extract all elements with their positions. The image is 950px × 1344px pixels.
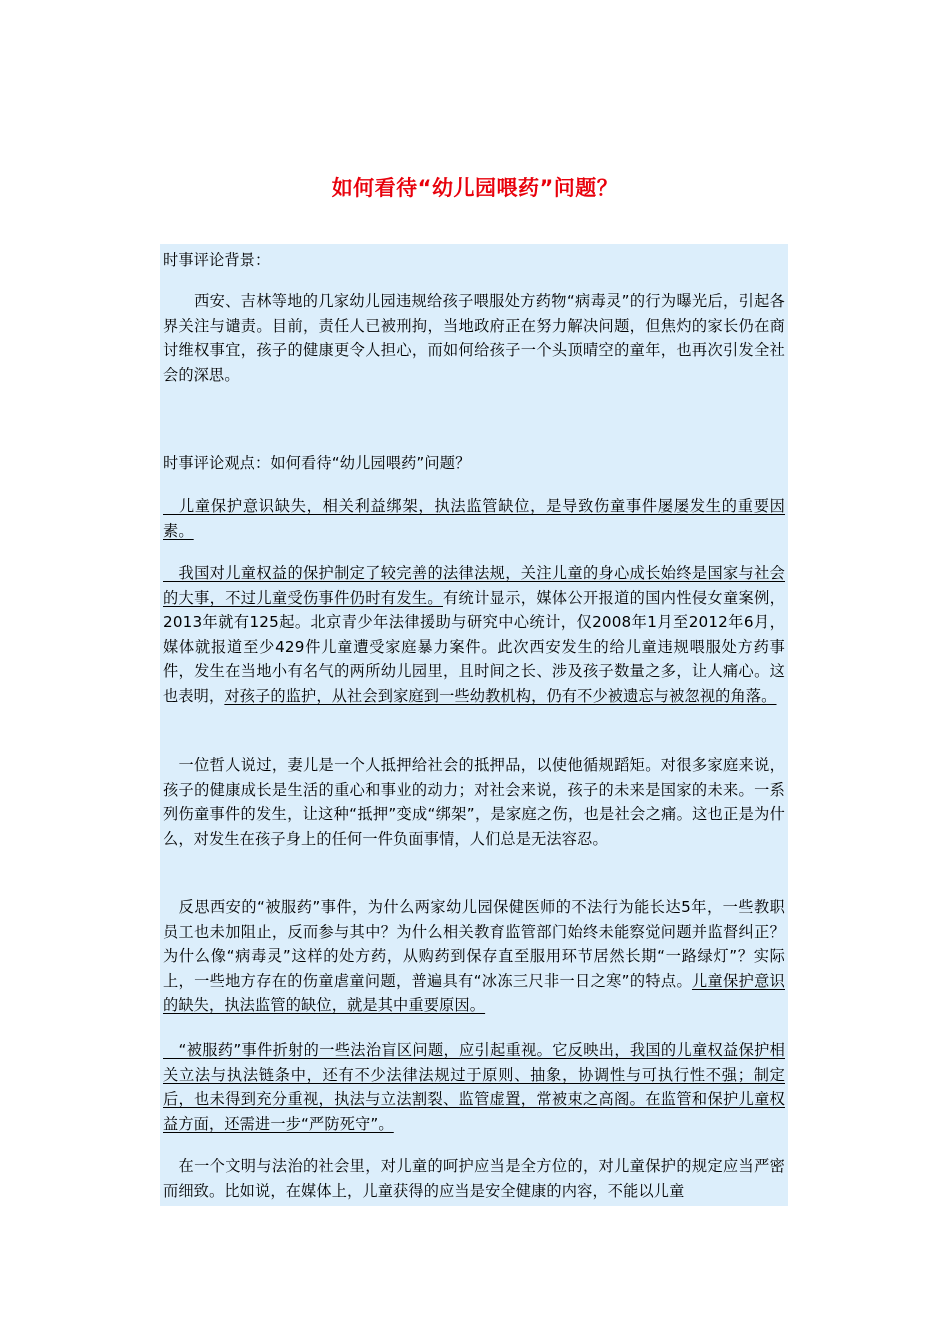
paragraph-6: 在一个文明与法治的社会里，对儿童的呵护应当是全方位的，对儿童保护的规定应当严密而细致。比如说，在媒体上，儿童获得的应当是安全健康的内容，不能以儿童 [163,1157,785,1200]
viewpoint-heading: 时事评论观点：如何看待“幼儿园喂药”问题？ [163,454,471,472]
paragraph-1 [163,494,785,543]
paragraph-4-plain: 反思西安的“被服药”事件，为什么两家幼儿园保健医师的不法行为能长达5年，一些教职员工也未加阻止，反而参与其中？为什么相关教育监管部门始终未能察觉问题并监督纠正？为什么像“病毒灵”这样的处方药，从购药到保存直至服用环节居然长期“一路绿灯”？实际上，一些地方存在的伤童虐童问题，普遍具有“冰冻三尺非一日之寒”的特点。 [163,898,785,990]
page-title: 如何看待“幼儿园喂药”问题？ [331,176,619,200]
background-text: 西安、吉林等地的几家幼儿园违规给孩子喂服处方药物“病毒灵”的行为曝光后，引起各界关注与谴责。目前，责任人已被刑拘，当地政府正在努力解决问题，但焦灼的家长仍在商讨维权事宜，孩子的健康更令人担心，而如何给孩子一个头顶晴空的童年，也再次引发全社会的深思。 [163,292,785,384]
background-heading: 时事评论背景： [163,251,271,269]
paragraph-3: 一位哲人说过，妻儿是一个人抵押给社会的抵押品，以使他循规蹈矩。对很多家庭来说，孩子的健康成长是生活的重心和事业的动力；对社会来说，孩子的未来是国家的未来。一系列伤童事件的发生，让这种“抵押”变成“绑架”，是家庭之伤，也是社会之痛。这也正是为什么，对发生在孩子身上的任何一件负面事情，人们总是无法容忍。 [163,756,785,848]
article-panel [160,244,788,1206]
paragraph-2 [163,561,785,708]
paragraph-2-underlined: 我国对儿童权益的保护制定了较完善的法律法规，关注儿童的身心成长始终是国家与社会的大事，不过儿童受伤事件仍时有发生。 [163,564,785,607]
paragraph-2-underlined-end: 对孩子的监护，从社会到家庭到一些幼教机构，仍有不少被遗忘与被忽视的角落。 [224,686,777,705]
paragraph-4-underlined: 儿童保护意识的缺失，执法监管的缺位，就是其中重要原因。 [163,971,785,1014]
paragraph-1-underlined: 儿童保护意识缺失，相关利益绑架，执法监管缺位，是导致伤童事件屡屡发生的重要因素。 [163,497,785,540]
paragraph-4 [163,895,785,1018]
paragraph-5 [163,1038,785,1136]
paragraph-5-underlined: “被服药”事件折射的一些法治盲区问题，应引起重视。它反映出，我国的儿童权益保护相关立法与执法链条中，还有不少法律法规过于原则、抽象，协调性与可执行性不强；制定后，也未得到充分重视，执法与立法割裂、监管虚置，常被束之高阁。在监管和保护儿童权益方面，还需进一步“严防死守”。 [163,1041,785,1133]
background-paragraph-holder [163,289,785,387]
paragraph-2-plain: 有统计显示，媒体公开报道的国内性侵女童案例，2013年就有125起。北京青少年法律援助与研究中心统计，仅2008年1月至2012年6月，媒体就报道至少429件儿童遭受家庭暴力案件。此次西安发生的给儿童违规喂服处方药事件，发生在当地小有名气的两所幼儿园里，且时间之长、涉及孩子数量之多，让人痛心。这也表明， [163,588,785,705]
